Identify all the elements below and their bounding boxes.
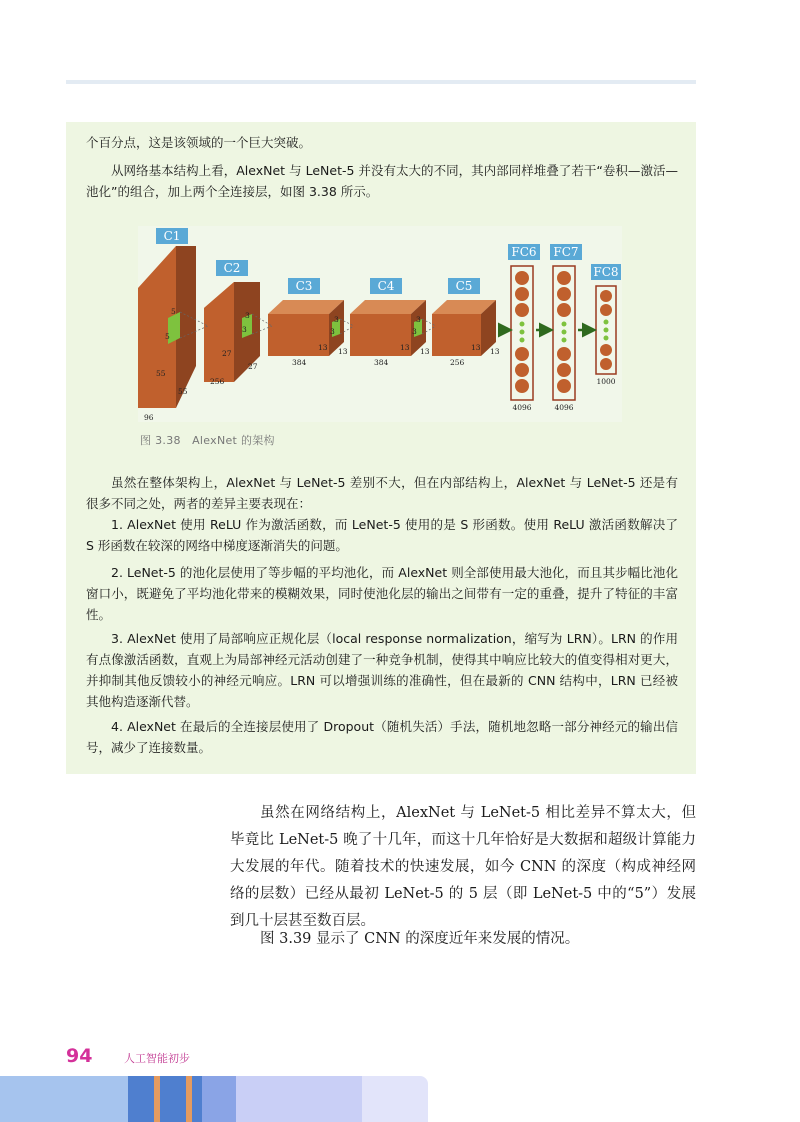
c2-dim-h: 27 (222, 349, 232, 358)
list-item-4: 4. AlexNet 在最后的全连接层使用了 Dropout（随机失活）手法，随机地忽略一部分神经元的输出信号，减少了连接数量。 (86, 719, 678, 755)
c1-kernel-h: 5 (165, 332, 170, 341)
fc7-layer (553, 266, 575, 400)
c4-dim-h: 13 (400, 343, 410, 352)
fc6-size: 4096 (512, 403, 532, 412)
label-c2: C2 (223, 261, 241, 275)
header-rule (66, 80, 696, 84)
c3-kernel-h: 3 (330, 327, 335, 336)
label-c1: C1 (163, 229, 181, 243)
c5-block (432, 300, 496, 356)
c5-dim-depth: 256 (450, 358, 465, 367)
box-paragraph-2: 从网络基本结构上看，AlexNet 与 LeNet-5 并没有太大的不同，其内部同样堆叠了若干“卷积—激活—池化”的组合，加上两个全连接层，如图 3.38 所示。 (86, 163, 678, 199)
alexnet-diagram (138, 226, 622, 422)
c2-dim-depth: 256 (210, 377, 225, 386)
label-fc8: FC8 (593, 265, 619, 279)
alexnet-figure (138, 226, 622, 422)
c2-dim-w: 27 (248, 362, 258, 371)
reading-box (66, 122, 696, 774)
c4-kernel-w: 3 (416, 315, 421, 324)
box-paragraph-1: 个百分点，这是该领域的一个巨大突破。 (86, 135, 312, 150)
c1-dim-depth: 96 (144, 413, 154, 422)
c3-dim-h: 13 (318, 343, 328, 352)
layer-labels (156, 228, 621, 294)
c4-dim-w: 13 (420, 347, 430, 356)
c3-dim-w: 13 (338, 347, 348, 356)
label-c5: C5 (455, 279, 473, 293)
c4-dim-depth: 384 (374, 358, 389, 367)
fc8-layer (596, 286, 616, 374)
main-paragraph-2: 图 3.39 显示了 CNN 的深度近年来发展的情况。 (260, 931, 580, 947)
c4-kernel-h: 3 (412, 327, 417, 336)
c1-kernel-w: 5 (171, 307, 176, 316)
c5-dim-h: 13 (471, 343, 481, 352)
c1-block (138, 246, 196, 408)
label-c4: C4 (377, 279, 395, 293)
book-title: 人工智能初步 (124, 1052, 190, 1065)
figure-caption: 图 3.38 AlexNet 的架构 (140, 434, 275, 447)
c3-kernel-w: 3 (334, 315, 339, 324)
c1-dim-w: 55 (178, 387, 188, 396)
fc7-size: 4096 (554, 403, 574, 412)
fc6-layer (511, 266, 533, 400)
list-item-2: 2. LeNet-5 的池化层使用了等步幅的平均池化，而 AlexNet 则全部使用最大池化，而且其步幅比池化窗口小，既避免了平均池化带来的模糊效果，同时使池化层的输出之间带有一定的重叠，提升了特征的丰富性。 (86, 565, 678, 622)
c5-dim-w: 13 (490, 347, 500, 356)
c2-kernel-w: 3 (245, 311, 250, 320)
list-item-1: 1. AlexNet 使用 ReLU 作为激活函数，而 LeNet-5 使用的是 S 形函数。使用 ReLU 激活函数解决了 S 形函数在较深的网络中梯度逐渐消失的问题。 (86, 517, 678, 553)
c3-dim-depth: 384 (292, 358, 307, 367)
fc8-size: 1000 (596, 377, 616, 386)
list-item-3: 3. AlexNet 使用了局部响应正规化层（local response normalization，缩写为 LRN）。LRN 的作用有点像激活函数，直观上为局部神经元活动创建了一种竞争机制，使得其中响应比较大的值变得相对更大，并抑制其他反馈较小的神经元响应。LRN 可以增强训练的准确性，但在最新的 CNN 结构中，LRN 已经被其他构造逐渐代替。 (86, 631, 678, 709)
label-c3: C3 (295, 279, 313, 293)
label-fc6: FC6 (511, 245, 537, 259)
c2-kernel-h: 3 (242, 325, 247, 334)
main-paragraph-1: 虽然在网络结构上，AlexNet 与 LeNet-5 相比差异不算太大，但毕竟比 LeNet-5 晚了十几年，而这十几年恰好是大数据和超级计算能力大发展的年代。随着技术的快速发展，如今 CNN 的深度（构成神经网络的层数）已经从最初 LeNet-5 的 5 层（即 LeNet-5 中的“5”）发展到几十层甚至数百层。 (230, 805, 696, 929)
label-fc7: FC7 (553, 245, 579, 259)
box-paragraph-3: 虽然在整体架构上，AlexNet 与 LeNet-5 差别不大，但在内部结构上，AlexNet 与 LeNet-5 还是有很多不同之处，两者的差异主要表现在： (86, 475, 678, 511)
page-number: 94 (66, 1045, 93, 1067)
c1-dim-h: 55 (156, 369, 166, 378)
